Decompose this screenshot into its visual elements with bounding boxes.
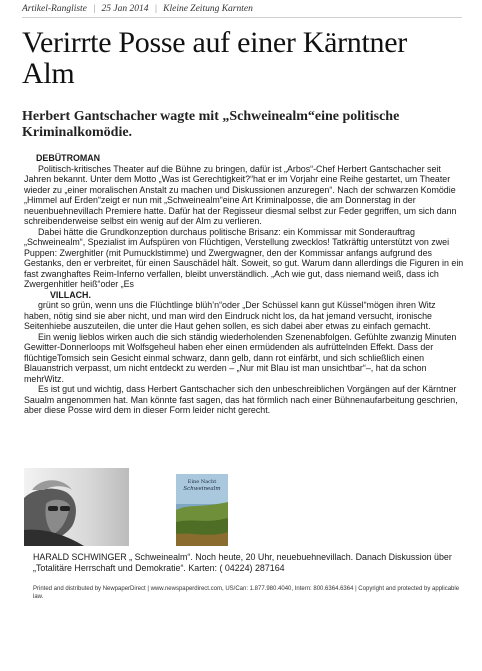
book-cover-image: [176, 474, 228, 546]
paragraph-5: Es ist gut und wichtig, dass Herbert Gantschacher sich den unbeschreiblichen Vorgängen auf der Kärntner Saualm angenommen hat. Man könnte fast sagen, das hat förmlich nach einer Bühnenaufarbeitung geschrien, aber diese Posse wird dem in dieser Form leider nicht gerecht.: [24, 384, 458, 415]
author-photo: [24, 468, 129, 546]
copyright-footer: Printed and distributed by NewpaperDirect | www.newspaperdirect.com, US/Can: 1.877.980.4040, Intern: 800.6364.6364 | Copyright and protected by applicable law.: [33, 586, 460, 600]
paragraph-4: Ein wenig lieblos wirken auch die sich ständig wiederholenden Szenenabfolgen. Gefühlte zwanzig Minuten Gewitter-Donnerloops mit Wolfsgeheul haben eher einen ermüdenden als aufrüttelnden Effekt. Dass der flüchtigeTomsich sein Gesicht einmal schwarz, dann gelb, dann rot einfärbt, und sich schließlich einen Blauanstrich verpasst, um nicht entdeckt zu werden – „Nur mit Blau ist man unsichtbar“–, hat da schon mehrWitz.: [24, 331, 457, 384]
location-label: VILLACH.: [50, 289, 91, 300]
article-credit: [33, 552, 463, 574]
publication-source: Kleine Zeitung Karnten: [163, 4, 253, 14]
subheadline: Herbert Gantschacher wagte mit „Schweinealm“eine politische Kriminalkomödie.: [22, 109, 400, 140]
article-meta: [22, 4, 462, 18]
section-label: Artikel-Rangliste: [22, 4, 87, 14]
article-body: [24, 153, 464, 416]
paragraph-1: Politisch-kritisches Theater auf die Bühne zu bringen, dafür ist „Arbos“-Chef Herbert Gantschacher seit Jahren bekannt. Unter dem Motto „Was ist Gerechtigkeit?“hat er im Vorjahr eine Reihe gestartet, um Theater wieder zu „einer moralischen Anstalt zu machen und Diskussionen anzuregen“. Nach der schwarzen Komödie „Himmel auf Erden“zeigt er nun mit „Schweinealm“eine Art Kriminalposse, die am Donnerstag in der neuenbuehnevillach Premiere hatte. Dafür hat der Regisseur diesmal selbst zur Feder gegriffen, um sich dann schreibenderweise selbst ein wenig auf der Alm zu verlieren.: [24, 163, 457, 226]
author-portrait-image: [24, 468, 129, 546]
headline: Verirrte Posse auf einer Kärntner Alm: [22, 26, 407, 90]
book-title-line-2: Schweinealm: [183, 486, 221, 492]
paragraph-2: Dabei hätte die Grundkonzeption durchaus politische Brisanz: ein Kommissar mit Sonderauftrag „Schweinealm“, Spezialist im Aufspüren von Flüchtigen, Verstellung zwecklos! Tatkräftig unterstützt von zwei Puppen: Zwerghitler (mit Pumucklstimme) und Zwergwagner, den der Kommissar anfangs aufgrund des Gestanks, den er verbreitet, für einen Sauschädel hält. Soweit, so gut. Warum dann allerdings die Figuren in ein fast zwanghaftes Reim-Inferno verfallen, bleibt unverständlich. „Ach wie gut, dass niemand weiß, dass ich Zwergenhitler heiß“oder „Es: [24, 226, 464, 289]
book-title-line-1: Eine Nacht: [187, 479, 217, 485]
dateline-label: DEBÜTROMAN: [36, 153, 101, 163]
event-info: „ Schweinealm“. Noch heute, 20 Uhr, neuebuehnevillach. Danach Diskussion über „Totalitäre Herrschaft und Demokratie“. Karten: ( 04224) 287164: [33, 552, 452, 573]
meta-separator: |: [92, 4, 96, 14]
book-cover: [176, 474, 228, 546]
publication-date: 25 Jan 2014: [101, 4, 149, 14]
paragraph-3: grünt so grün, wenn uns die Flüchtlinge blüh’n“oder „Der Schüssel kann gut Küssel“mögen ihren Witz haben, nötig sind sie aber nicht, und man wird den Eindruck nicht los, da hat jemand versucht, ironische Seitenhiebe auszuteilen, die unter die Haut gehen sollen, es sich dabei aber etwas zu einfach gemacht.: [24, 300, 436, 331]
author-name: HARALD SCHWINGER: [33, 552, 127, 562]
meta-separator: |: [154, 4, 158, 14]
